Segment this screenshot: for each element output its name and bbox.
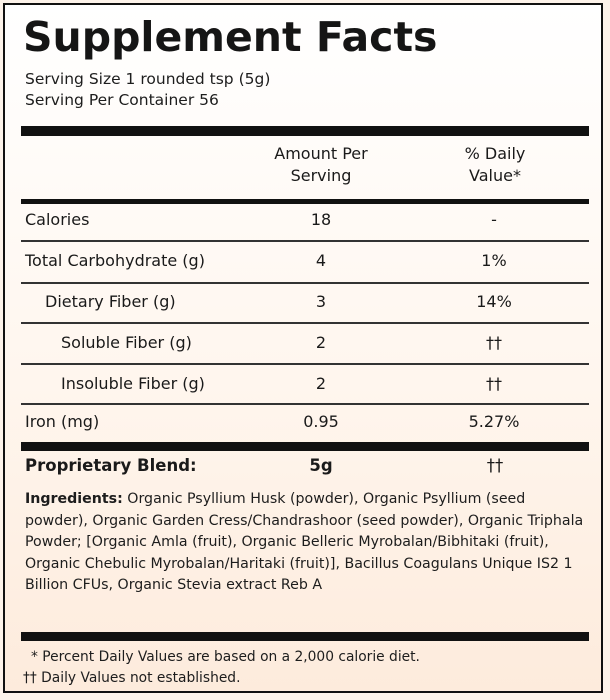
amount-per-serving-header — [261, 143, 381, 187]
dv-header-line2: Value* — [469, 166, 521, 185]
nutrient-daily-value: 5.27% — [468, 412, 520, 431]
proprietary-blend-daily-value: †† — [486, 456, 504, 475]
ingredients-text: Organic Psyllium Husk (powder), Organic Psyllium (seed powder), Organic Garden Cress/Chandrashoor (seed powder), Organic Triphala Powder; [Organic Amla (fruit), Organic Belleric Myrobalan/Bibhitaki (fruit), Organic Chebulic Myrobalan/Haritaki (fruit)], Bacillus Coagulans Unique IS2 1 Billion CFUs, Organic Stevia extract Reb A — [25, 491, 584, 593]
thick-divider-middle — [21, 442, 589, 451]
nutrient-name: Total Carbohydrate (g) — [25, 251, 205, 270]
nutrient-amount: 4 — [315, 251, 327, 270]
nutrient-row-insoluble-fiber — [21, 364, 589, 404]
nutrient-daily-value: †† — [486, 333, 502, 352]
nutrient-row-calories — [21, 200, 589, 240]
footnote-daily-values-not-established: †† Daily Values not established. — [23, 670, 241, 686]
nutrient-daily-value: †† — [486, 374, 502, 393]
proprietary-blend-label: Proprietary Blend: — [25, 456, 197, 475]
amount-header-line1: Amount Per — [274, 144, 368, 163]
nutrient-name: Dietary Fiber (g) — [45, 292, 176, 311]
nutrient-amount: 18 — [310, 210, 332, 229]
nutrient-name: Soluble Fiber (g) — [61, 333, 192, 352]
footnote-percent-daily-values: * Percent Daily Values are based on a 2,000 calorie diet. — [31, 649, 420, 665]
servings-per-container: Serving Per Container 56 — [25, 91, 219, 109]
thick-divider-top — [21, 126, 589, 136]
dv-header-line1: % Daily — [464, 144, 526, 163]
amount-header-line2: Serving — [290, 166, 352, 185]
nutrient-name: Calories — [25, 210, 90, 229]
nutrient-amount: 2 — [315, 374, 327, 393]
nutrient-row-total-carbohydrate — [21, 241, 589, 281]
nutrient-daily-value: 1% — [481, 251, 507, 270]
nutrient-amount: 3 — [315, 292, 327, 311]
proprietary-blend-amount: 5g — [309, 456, 333, 475]
daily-value-header — [415, 143, 575, 187]
supplement-facts-panel — [3, 3, 603, 693]
nutrient-row-soluble-fiber — [21, 323, 589, 363]
nutrient-name: Insoluble Fiber (g) — [61, 374, 205, 393]
nutrient-daily-value: - — [491, 210, 497, 229]
nutrient-daily-value: 14% — [476, 292, 512, 311]
serving-size: Serving Size 1 rounded tsp (5g) — [25, 70, 271, 88]
thick-divider-bottom — [21, 632, 589, 641]
panel-title: Supplement Facts — [23, 13, 438, 61]
nutrient-amount: 2 — [315, 333, 327, 352]
nutrient-row-dietary-fiber — [21, 282, 589, 322]
nutrient-amount: 0.95 — [303, 412, 339, 431]
nutrient-row-iron — [21, 402, 589, 442]
ingredients-list — [25, 489, 590, 597]
nutrient-name: Iron (mg) — [25, 412, 100, 431]
ingredients-label: Ingredients: — [25, 491, 123, 507]
